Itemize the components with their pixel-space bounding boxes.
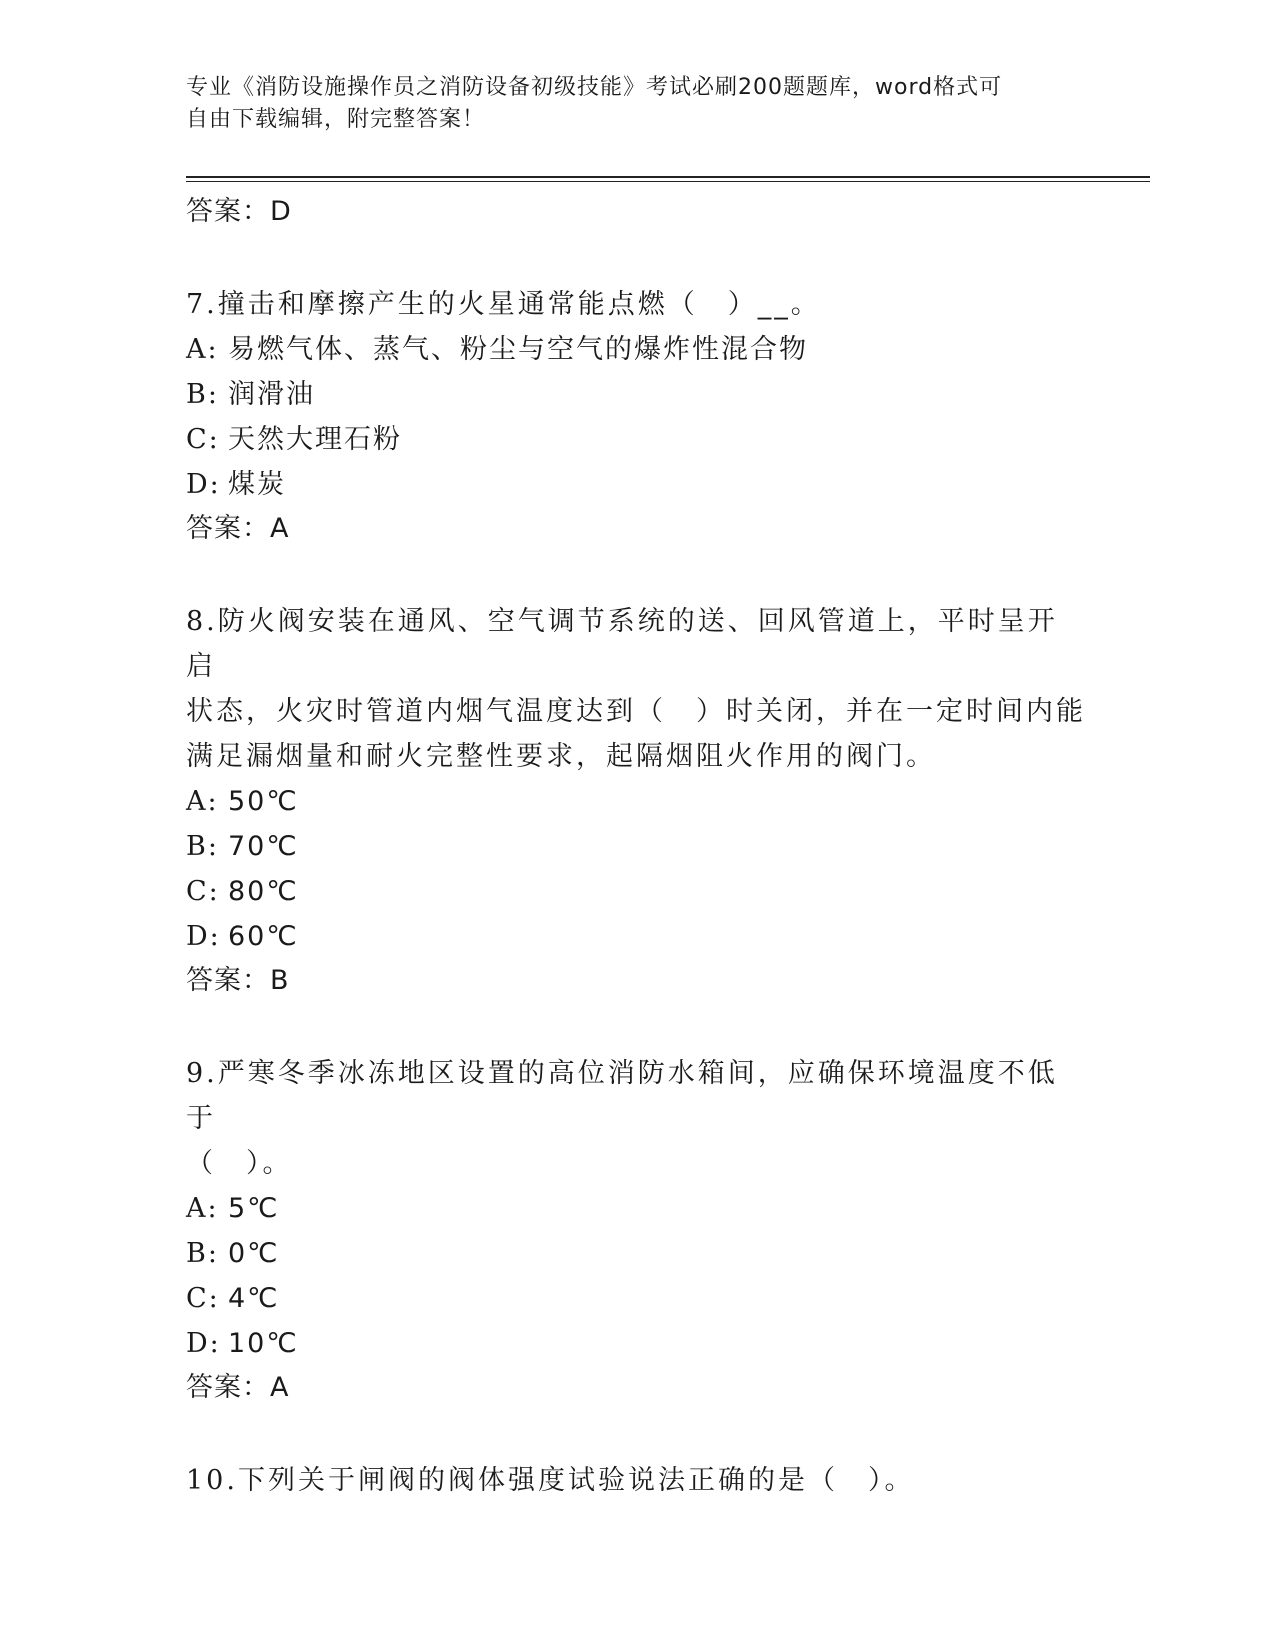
option-key: B: <box>186 1238 219 1269</box>
question-stem-continued: （ ）。 <box>186 1148 293 1179</box>
option-c <box>186 417 1086 462</box>
document-body <box>186 190 1086 1503</box>
option-d <box>186 914 1086 959</box>
question-text: 下列关于闸阀的阀体强度试验说法正确的是（ ）。 <box>237 1465 915 1496</box>
option-key: B: <box>186 831 219 862</box>
header-divider-thin <box>186 181 1150 182</box>
option-text: 5℃ <box>228 1193 280 1224</box>
option-text: 60℃ <box>228 921 299 952</box>
question-stem <box>186 599 1086 689</box>
option-key: D: <box>186 921 221 952</box>
question-stem <box>186 1051 1086 1141</box>
option-text: 50℃ <box>228 786 299 817</box>
option-d <box>186 462 1086 507</box>
question-stem-continued: 状态，火灾时管道内烟气温度达到（ ）时关闭，并在一定时间内能 <box>186 696 1086 727</box>
option-text: 4℃ <box>228 1283 280 1314</box>
option-key: C: <box>186 424 220 455</box>
option-a <box>186 779 1086 824</box>
question-text: 撞击和摩擦产生的火星通常能点燃（ ）__。 <box>217 289 821 320</box>
header-line-2: 自由下载编辑，附完整答案！ <box>186 107 486 132</box>
header-line-1: 专业《消防设施操作员之消防设备初级技能》考试必刷200题题库，word格式可 <box>186 75 1003 100</box>
question-stem <box>186 282 1086 327</box>
option-b <box>186 1231 1086 1276</box>
option-text: 10℃ <box>228 1328 299 1359</box>
option-key: B: <box>186 379 219 410</box>
question-10 <box>186 1458 1086 1503</box>
answer-line: 答案：B <box>186 965 290 996</box>
option-a <box>186 1186 1086 1231</box>
question-7 <box>186 282 1086 551</box>
answer-line: 答案：A <box>186 513 290 544</box>
option-a <box>186 327 1086 372</box>
question-number: 9. <box>186 1058 218 1089</box>
option-text: 0℃ <box>228 1238 280 1269</box>
previous-answer: 答案：D <box>186 196 292 227</box>
document-header <box>186 72 1066 136</box>
question-stem-continued: 满足漏烟量和耐火完整性要求，起隔烟阻火作用的阀门。 <box>186 741 936 772</box>
option-text: 80℃ <box>228 876 299 907</box>
question-9 <box>186 1051 1086 1410</box>
option-text: 70℃ <box>228 831 299 862</box>
option-text: 易燃气体、蒸气、粉尘与空气的爆炸性混合物 <box>228 334 808 365</box>
option-key: A: <box>186 786 219 817</box>
option-text: 润滑油 <box>228 379 315 410</box>
option-key: C: <box>186 876 220 907</box>
option-key: A: <box>186 334 219 365</box>
option-text: 煤炭 <box>228 469 286 500</box>
question-8 <box>186 599 1086 1003</box>
question-text: 防火阀安装在通风、空气调节系统的送、回风管道上，平时呈开启 <box>186 606 1058 682</box>
option-b <box>186 372 1086 417</box>
question-number: 8. <box>186 606 218 637</box>
option-d <box>186 1321 1086 1366</box>
option-c <box>186 869 1086 914</box>
option-key: D: <box>186 1328 221 1359</box>
option-text: 天然大理石粉 <box>228 424 402 455</box>
question-number: 7. <box>186 289 218 320</box>
answer-line: 答案：A <box>186 1372 290 1403</box>
header-divider-thick <box>186 176 1150 178</box>
question-stem <box>186 1458 1086 1503</box>
option-key: C: <box>186 1283 220 1314</box>
option-c <box>186 1276 1086 1321</box>
option-key: D: <box>186 469 221 500</box>
option-key: A: <box>186 1193 219 1224</box>
option-b <box>186 824 1086 869</box>
question-text: 严寒冬季冰冻地区设置的高位消防水箱间，应确保环境温度不低于 <box>186 1058 1058 1134</box>
question-number: 10. <box>186 1465 238 1496</box>
